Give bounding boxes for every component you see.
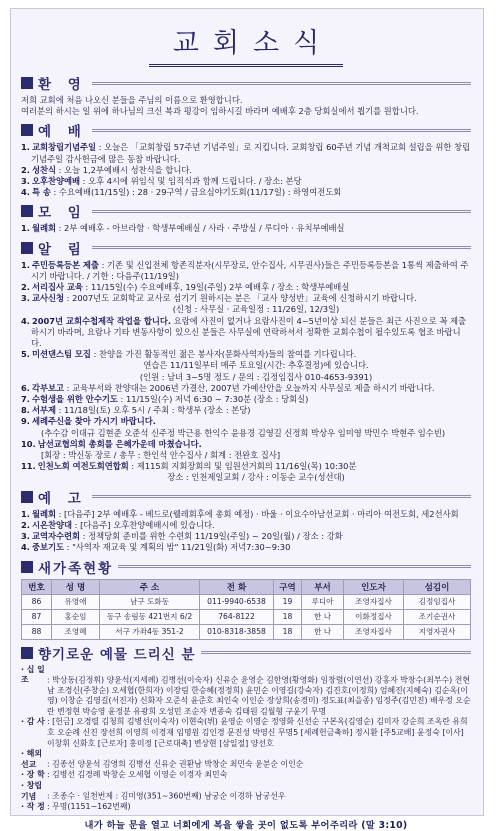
item-number: 1. bbox=[21, 142, 30, 153]
worship-item bbox=[21, 165, 471, 176]
meeting-heading-row bbox=[21, 201, 471, 221]
table-cell: 88 bbox=[22, 624, 52, 639]
item-number: 2. bbox=[21, 282, 30, 293]
item-number: 4. bbox=[21, 542, 30, 553]
item-subtext: (인원 : 남녀 3~5명 정도 / 문의 : 김정임집사 010-4653-9391) bbox=[139, 371, 373, 382]
column-header: 구역 bbox=[274, 579, 302, 594]
notice-item bbox=[21, 349, 471, 383]
item-number: 10. bbox=[21, 438, 36, 449]
item-text: : [다음주] 2부 예배후 - 베드로(웰레회후에 총회 예정) · 바울 · 이요수아남선교회 · 마리아 여전도회, 세2선사회 bbox=[55, 508, 459, 519]
offering-heading-row bbox=[21, 643, 471, 663]
offering-row bbox=[21, 802, 471, 813]
notice-list bbox=[21, 260, 471, 484]
item-text: : 11/15일(수) 수요예배후, 19일(주일) 2부 예배후 / 장소 : 학생부예배실 bbox=[82, 282, 350, 293]
notice-item bbox=[21, 282, 471, 293]
item-text: : "사역자 재교육 및 계획의 밤" 11/21일(화) 저녁7:30~9:30 bbox=[64, 542, 291, 553]
table-row bbox=[22, 624, 471, 639]
item-text: : 11/18일(토) 오후 5시 / 주최 : 학생부 (장소 : 본당) bbox=[55, 405, 251, 416]
table-cell: 764-8122 bbox=[200, 609, 274, 624]
meeting-list bbox=[21, 223, 471, 234]
item-label: 주민등록등본 제출 bbox=[31, 259, 99, 270]
square-bullet-icon bbox=[21, 647, 33, 659]
table-cell: 조영혜 bbox=[52, 624, 100, 639]
item-label: 월례회 bbox=[31, 223, 56, 234]
square-bullet-icon bbox=[21, 491, 33, 503]
table-cell: 루디아 bbox=[302, 594, 344, 609]
item-number: 1. bbox=[21, 223, 30, 234]
item-number: 8. bbox=[21, 405, 30, 416]
section-divider bbox=[118, 565, 471, 568]
item-label: 서부제 bbox=[31, 405, 56, 416]
item-number: 4. bbox=[21, 315, 30, 326]
column-header: 번호 bbox=[22, 579, 52, 594]
section-divider bbox=[201, 651, 471, 654]
item-label: 교사신청 bbox=[31, 293, 64, 304]
offering-label: · 십 일 조 bbox=[21, 664, 45, 685]
preview-heading: 예 고 bbox=[38, 490, 87, 507]
welcome-heading: 환 영 bbox=[38, 77, 87, 93]
table-cell: 011-9940-6538 bbox=[200, 594, 274, 609]
table-cell: 한 나 bbox=[302, 624, 344, 639]
table-cell: 86 bbox=[22, 594, 52, 609]
offering-label: · 창립기념 bbox=[21, 781, 42, 801]
item-subtext: (추수감 이대규 김현준 오준석 신주정 박근용 한익수 윤용경 김영길 신정희 박상우 임미영 박민수 박현주 임수빈) bbox=[41, 427, 446, 438]
table-cell: 조영자집사 bbox=[344, 594, 404, 609]
worship-list bbox=[21, 142, 471, 198]
worship-item bbox=[21, 187, 471, 198]
section-divider bbox=[92, 246, 471, 249]
worship-item bbox=[21, 176, 471, 187]
item-text: : 2007년도 교회학교 교사로 섬기기 원하시는 분은 「교사 양성반」교육에 신청하시기 바랍니다. bbox=[64, 293, 417, 304]
notice-item bbox=[21, 461, 471, 483]
item-label: 2007년 교회수첩제작 작업을 합니다. bbox=[31, 315, 172, 326]
column-header: 섬김이 bbox=[404, 579, 471, 594]
table-cell: 조영자집사 bbox=[344, 624, 404, 639]
offering-heading: 향기로운 예물 드리신 분 bbox=[38, 646, 196, 663]
item-number: 3. bbox=[21, 176, 30, 187]
preview-list bbox=[21, 509, 471, 554]
offering-label: · 작 정 bbox=[21, 802, 45, 812]
square-bullet-icon bbox=[21, 77, 33, 89]
table-cell: 한 나 bbox=[302, 609, 344, 624]
offering-names: : 조종수 · 일천번제 : 김미영(351~360번째) 남궁순 이경하 남궁선우 bbox=[47, 791, 286, 801]
item-label: 서리집사 교육 bbox=[31, 282, 83, 293]
section-divider bbox=[92, 82, 471, 85]
item-number: 5. bbox=[21, 349, 30, 360]
square-bullet-icon bbox=[21, 561, 33, 573]
column-header: 전 화 bbox=[200, 579, 274, 594]
item-text: : 오늘은 「교회창립 57주년 기념주일」로 지킵니다. 교회창립 60주년 기념 개척교회 설립을 위한 창립기념주일 감사헌금에 많은 동참 바랍니다. bbox=[31, 142, 471, 164]
table-cell: 18 bbox=[274, 624, 302, 639]
title-wrap bbox=[21, 21, 471, 67]
worship-item bbox=[21, 142, 471, 164]
section-divider bbox=[92, 129, 471, 132]
item-label: 교회창립기념주일 bbox=[31, 142, 97, 153]
worship-heading-row bbox=[21, 120, 471, 140]
notice-heading-row bbox=[21, 238, 471, 258]
column-header: 인도자 bbox=[344, 579, 404, 594]
item-subtext: (신청 : 사무실 · 교육일정 : 11/26일, 12/3일) bbox=[172, 304, 340, 315]
item-number: 1. bbox=[21, 508, 30, 519]
item-label: 세례주신을 찾아 가시기 바랍니다. bbox=[31, 416, 156, 427]
notice-item bbox=[21, 416, 471, 438]
square-bullet-icon bbox=[21, 242, 33, 254]
worship-heading: 예 배 bbox=[38, 124, 87, 141]
column-header: 부서 bbox=[302, 579, 344, 594]
new-family-heading: 새가족현황 bbox=[38, 560, 114, 577]
table-cell: 김정임집사 bbox=[404, 594, 471, 609]
notice-item bbox=[21, 293, 471, 315]
table-cell: 19 bbox=[274, 594, 302, 609]
item-number: 11. bbox=[21, 461, 36, 472]
item-label: 수험생을 위한 안수기도 bbox=[31, 394, 118, 405]
meeting-item bbox=[21, 223, 471, 234]
square-bullet-icon bbox=[21, 205, 33, 217]
preview-item bbox=[21, 520, 471, 531]
item-text: : 2부 예배후 - 아브라함 · 학생부예배실 / 사라 · 주방실 / 루디아 · 유치부예배실 bbox=[55, 223, 345, 234]
item-number: 3. bbox=[21, 531, 30, 542]
offering-names: : [헌금] 오경렬 김청희 김병선(이숙자) 이현숙(뷔) 윤영순 이영순 정영화 신선순 구본옥(김영순) 김미자 강순희 조옥란 유희호 오순례 신진 장선희 이영희 이경재 임명원 김인경 문진성 박영신 무명5 [세례헌금축하] 정시환 [주5교배] 윤정숙 [이사] 이창휘 신화호 [근로자] 홍미정 [근로대축] 변상현 [삼일절] 양선호 bbox=[47, 717, 468, 748]
item-number: 6. bbox=[21, 382, 30, 393]
item-label: 각부보고 bbox=[31, 382, 64, 393]
square-bullet-icon bbox=[21, 124, 33, 136]
offering-label: · 장 학 bbox=[21, 770, 45, 780]
table-row bbox=[22, 594, 471, 609]
item-number: 4. bbox=[21, 187, 30, 198]
table-cell: 지영자권사 bbox=[404, 624, 471, 639]
item-text: : 교육부서와 찬양대는 2006년 가결산, 2007년 가예산안을 오늘까지 사무실로 제출 하시기 바랍니다. bbox=[64, 382, 435, 393]
offering-names: : 김병선 김경례 박창순 오세협 이영순 이경자 최민숙 bbox=[47, 770, 228, 780]
item-label: 미션댄스팀 모집 bbox=[31, 349, 91, 360]
item-label: 남선교협의회 총회를 은혜가운데 마쳤습니다. bbox=[37, 438, 202, 449]
notice-item bbox=[21, 316, 471, 350]
welcome-line: 저희 교회에 처음 나오신 분들을 주님의 이름으로 환영합니다. bbox=[21, 95, 243, 105]
column-header: 성 명 bbox=[52, 579, 100, 594]
table-header-row bbox=[22, 579, 471, 594]
bible-verse: 내가 하늘 문을 열고 너희에게 복을 쌓을 곳이 없도록 부어주리라 (말 3:10) bbox=[84, 819, 408, 831]
item-number: 1. bbox=[21, 259, 30, 270]
item-text: : 11/15일(수) 저녁 6:30 ~ 7:30분 (장소 : 당회실) bbox=[117, 394, 309, 405]
table-cell: 87 bbox=[22, 609, 52, 624]
notice-item bbox=[21, 383, 471, 394]
table-cell: 홍순임 bbox=[52, 609, 100, 624]
item-label: 특 송 bbox=[31, 187, 51, 198]
item-subtext: 장소 : 인천제일교회 / 강사 : 이동순 교수(성선대) bbox=[167, 472, 345, 483]
offering-row bbox=[21, 749, 471, 770]
item-text: 요람에 사진이 없거나 요람사진이 4~5년이상 되신 분들은 최근 사진으로 꼭 제출하시기 바라며, 요람나 기타 변동사항이 있으신 분들은 사무실에 연락하셔서 정확한 교회수첩이 될수있도록 협조 바랍니다. bbox=[31, 315, 467, 349]
item-label: 인천노회 여전도회연합회 bbox=[37, 461, 129, 472]
notice-item bbox=[21, 260, 471, 282]
item-text: : 기존 및 신입전체 항존직분자(시무장로, 안수집사, 시무권사)들은 주민등록등본을 1통씩 제출하여 주시기 바랍니다. / 기한 : 다음주(11/19일) bbox=[31, 259, 469, 281]
item-subtext: 연습은 11/11일부터 매주 토요일(시간: 추후결정)에 있습니다. bbox=[143, 360, 369, 371]
new-family-table bbox=[21, 579, 471, 640]
notice-heading: 알 림 bbox=[38, 241, 87, 258]
offering-row bbox=[21, 717, 471, 749]
offering-names: : 김종선 양윤석 김영희 김병선 신유순 권환남 박창순 최민숙 윤분순 이인순 bbox=[47, 759, 304, 769]
item-number: 3. bbox=[21, 293, 30, 304]
item-number: 9. bbox=[21, 416, 30, 427]
item-label: 시온찬양대 bbox=[31, 519, 73, 530]
table-cell: 동구 송림동 421번지 6/2 bbox=[100, 609, 200, 624]
offering-row bbox=[21, 665, 471, 718]
item-label: 오후찬양예배 bbox=[31, 176, 81, 187]
bulletin-page bbox=[10, 8, 484, 831]
item-number: 7. bbox=[21, 394, 30, 405]
section-divider bbox=[92, 495, 471, 498]
offering-list bbox=[21, 665, 471, 813]
item-text: : 오늘 1,2부예배시 성찬식을 합니다. bbox=[55, 164, 192, 175]
preview-heading-row bbox=[21, 487, 471, 507]
offering-names: : 박상동(김정휘) 양윤석(지세례) 김병선(이숙자) 신유순 윤영순 김한영(황영화) 임창렬(이연선) 강홍자 박창수(최부수) 전현남 조경신(주창순) 오세협(한희자) 이장림 한승혜(정정희) 윤민순 이영길(강숙자) 김진호(이정희) 엄혜진(지혜숙) 김순옥(이영) 이창순 김영길(서진자) 신화자 오준석 윤준호 최인숙 이인순 장상희(송경미) 정도표(최을종) 임정주(김민진) 배우정 오순란 변정현 박승영 윤정분 유광희 오성민 조순자 변종숙 김태원 김월형 구윤기 무명 bbox=[47, 675, 471, 716]
item-text: : 제115회 지회장회의 및 임원선거회의 11/16일(목) 10:30분 bbox=[128, 461, 357, 472]
item-text: : 오후 4시에 위임식 및 임직식과 함께 드립니다. / 장소: 본당 bbox=[80, 176, 302, 187]
table-cell: 이화정집사 bbox=[344, 609, 404, 624]
table-cell: 서구 가좌4동 351-2 bbox=[100, 624, 200, 639]
offering-row bbox=[21, 781, 471, 802]
item-label: 성찬식 bbox=[31, 164, 56, 175]
column-header: 주 소 bbox=[100, 579, 200, 594]
item-number: 2. bbox=[21, 164, 30, 175]
offering-label: · 감 사 bbox=[21, 717, 45, 727]
item-text: : [다음주] 오후찬양예배시에 있습니다. bbox=[72, 519, 215, 530]
meeting-heading: 모 임 bbox=[38, 205, 87, 222]
preview-item bbox=[21, 542, 471, 553]
offering-label: · 해외선교 bbox=[21, 749, 42, 769]
notice-item bbox=[21, 394, 471, 405]
item-text: : 수요예배(11/15일) : 28 · 29구역 / 금요심야기도회(11/17일) : 하영여전도회 bbox=[50, 187, 342, 198]
page-title: 교회소식 bbox=[149, 21, 343, 67]
preview-item bbox=[21, 531, 471, 542]
table-cell: 남구 도화동 bbox=[100, 594, 200, 609]
notice-item bbox=[21, 405, 471, 416]
table-cell: 18 bbox=[274, 609, 302, 624]
item-text: : 찬양을 가진 활동적인 젊은 봉사자(문화사역자)들의 참여를 기다립니다. bbox=[90, 349, 357, 360]
welcome-line: 여러분의 하시는 일 위에 하나님의 크신 복과 평강이 임하시길 바라며 예배후 2층 당회실에서 뵙기를 원합니다. bbox=[21, 106, 419, 117]
table-cell: 유영애 bbox=[52, 594, 100, 609]
welcome-heading-row bbox=[21, 73, 471, 93]
item-text: : 정책당회 준비를 위한 수련회 11/19일(주일) ~ 20일(월) / 장소 : 강화 bbox=[80, 531, 343, 542]
section-divider bbox=[92, 210, 471, 213]
item-label: 교역자수련회 bbox=[31, 531, 81, 542]
item-subtext: [회장 : 박신동 장로 / 총무 : 한인석 안수집사 / 회계 : 전완호 집사] bbox=[41, 450, 281, 461]
notice-item bbox=[21, 439, 471, 461]
new-family-heading-row bbox=[21, 557, 471, 577]
table-row bbox=[22, 609, 471, 624]
item-label: 중보기도 bbox=[31, 542, 64, 553]
offering-row bbox=[21, 770, 471, 781]
offering-names: : 무명(1151~162번째) bbox=[47, 802, 131, 812]
preview-item bbox=[21, 509, 471, 520]
item-label: 월례회 bbox=[31, 508, 56, 519]
table-cell: 조기순권사 bbox=[404, 609, 471, 624]
table-cell: 010-8318-3858 bbox=[200, 624, 274, 639]
item-number: 2. bbox=[21, 519, 30, 530]
